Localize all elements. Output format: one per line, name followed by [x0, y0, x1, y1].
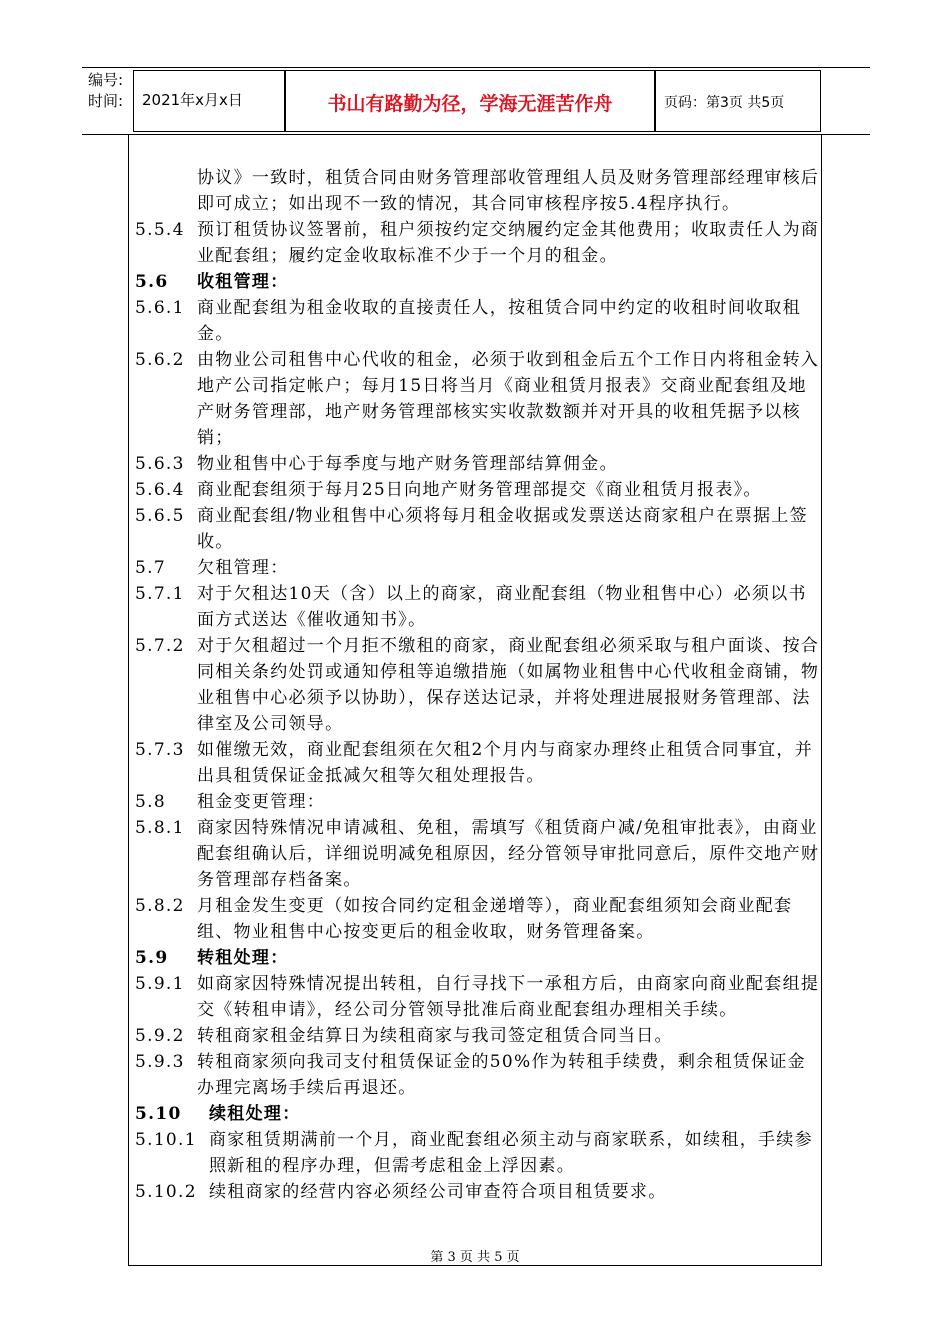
clause-5-8-2 — [135, 893, 820, 945]
clause-number: 5.7.2 — [135, 636, 185, 656]
section-5-10-heading — [135, 1101, 820, 1127]
clause-number: 5.8.1 — [135, 818, 185, 838]
clause-5-7-1 — [135, 581, 820, 633]
header-top-rule — [82, 67, 870, 68]
section-title: 转租处理： — [197, 948, 289, 968]
clause-5-6-1 — [135, 295, 820, 347]
clause-text: 对于欠租超过一个月拒不缴租的商家，商业配套组必须采取与租户面谈、按合同相关条约处罚或通知停租等追缴措施（如属物业租售中心代收租金商铺，物业租售中心必须予以协助），保存送达记录，并将处理进展报财务管理部、法律室及公司领导。 — [197, 636, 820, 734]
section-title: 收租管理： — [197, 272, 289, 292]
clause-text: 转租商家租金结算日为续租商家与我司签定租赁合同当日。 — [197, 1026, 673, 1046]
clause-5-5-4 — [135, 217, 820, 269]
clause-number: 5.9.1 — [135, 974, 185, 994]
frame-left-border — [128, 134, 129, 1266]
clause-text: 商业配套组须于每月25日向地产财务管理部提交《商业租赁月报表》。 — [197, 480, 762, 500]
clause-5-10-2 — [135, 1179, 820, 1205]
clause-number: 5.9.2 — [135, 1026, 185, 1046]
clause-text: 商家因特殊情况申请减租、免租，需填写《租赁商户减/免租审批表》，由商业配套组确认后，详细说明减免租原因，经分管领导审批同意后，原件交地产财务管理部存档备案。 — [197, 818, 820, 890]
clause-text: 如催缴无效，商业配套组须在欠租2个月内与商家办理终止租赁合同事宜，并出具租赁保证金抵减欠租等欠租处理报告。 — [197, 740, 814, 786]
page-info-cell — [655, 70, 821, 132]
clause-5-8-1 — [135, 815, 820, 893]
section-title: 租金变更管理： — [197, 792, 326, 812]
section-5-8-heading — [135, 789, 820, 815]
number-label: 编号: — [88, 71, 124, 89]
clause-5-6-2 — [135, 347, 820, 451]
clause-text: 如商家因特殊情况提出转租，自行寻找下一承租方后，由商家向商业配套组提交《转租申请》，经公司分管领导批准后商业配套组办理相关手续。 — [197, 974, 820, 1020]
date-text: 2021年x月x日 — [142, 91, 243, 109]
clause-5-6-4 — [135, 477, 820, 503]
clause-5-7-2 — [135, 633, 820, 737]
header-labels — [88, 70, 134, 112]
clause-number: 5.9.3 — [135, 1052, 185, 1072]
motto-text: 书山有路勤为径，学海无涯苦作舟 — [327, 93, 613, 115]
clause-text: 物业租售中心于每季度与地产财务管理部结算佣金。 — [197, 454, 618, 474]
clause-text: 商业配套组/物业租售中心须将每月租金收据或发票送达商家租户在票据上签收。 — [197, 506, 808, 552]
clause-number: 5.8.2 — [135, 896, 185, 916]
clause-number: 5.6.4 — [135, 480, 185, 500]
time-label: 时间: — [88, 92, 124, 110]
clause-number: 5.10.2 — [135, 1182, 197, 1202]
clause-5-9-2 — [135, 1023, 820, 1049]
document-body — [135, 165, 820, 1205]
clause-number: 5.6.1 — [135, 298, 185, 318]
clause-5-9-3 — [135, 1049, 820, 1101]
clause-text: 续租商家的经营内容必须经公司审查符合项目租赁要求。 — [209, 1182, 667, 1202]
clause-text: 由物业公司租售中心代收的租金，必须于收到租金后五个工作日内将租金转入地产公司指定帐户；每月15日将当月《商业租赁月报表》交商业配套组及地产财务管理部，地产财务管理部核实实收款数额并对开具的收租凭据予以核销； — [197, 350, 820, 448]
clause-text: 转租商家须向我司支付租赁保证金的50%作为转租手续费，剩余租赁保证金办理完离场手续后再退还。 — [197, 1052, 806, 1098]
section-5-9-heading — [135, 945, 820, 971]
clause-text: 对于欠租达10天（含）以上的商家，商业配套组（物业租售中心）必须以书面方式送达《催收通知书》。 — [197, 584, 807, 630]
section-number: 5.9 — [135, 948, 169, 968]
clause-number: 5.7.1 — [135, 584, 185, 604]
section-title: 欠租管理： — [197, 558, 289, 578]
clause-text: 月租金发生变更（如按合同约定租金递增等），商业配套组须知会商业配套组、物业租售中心按变更后的租金收取，财务管理备案。 — [197, 896, 793, 942]
clause-5-7-3 — [135, 737, 820, 789]
clause-number: 5.6.5 — [135, 506, 185, 526]
header-bottom-rule — [82, 134, 870, 135]
section-number: 5.6 — [135, 272, 169, 292]
section-title: 续租处理： — [209, 1104, 301, 1124]
section-5-6-heading — [135, 269, 820, 295]
frame-right-border — [821, 134, 822, 1266]
section-number: 5.7 — [135, 558, 166, 578]
clause-number: 5.6.2 — [135, 350, 185, 370]
page-info-text: 页码：第3页 共5页 — [664, 95, 785, 111]
clause-number: 5.5.4 — [135, 220, 185, 240]
clause-5-6-5 — [135, 503, 820, 555]
clause-text: 商家租赁期满前一个月，商业配套组必须主动与商家联系，如续租，手续参照新租的程序办理，但需考虑租金上浮因素。 — [209, 1130, 813, 1176]
clause-5-6-3 — [135, 451, 820, 477]
frame-bottom-border — [128, 1265, 822, 1266]
clause-number: 5.10.1 — [135, 1130, 197, 1150]
clause-text: 预订租赁协议签署前，租户须按约定交纳履约定金其他费用；收取责任人为商业配套组；履约定金收取标准不少于一个月的租金。 — [197, 220, 820, 266]
clause-number: 5.6.3 — [135, 454, 185, 474]
section-number: 5.10 — [135, 1104, 182, 1124]
page-footer: 第 3 页 共 5 页 — [430, 1250, 520, 1265]
clause-number: 5.7.3 — [135, 740, 185, 760]
motto-cell — [285, 70, 655, 132]
clause-text: 商业配套组为租金收取的直接责任人，按租赁合同中约定的收租时间收取租金。 — [197, 298, 801, 344]
section-5-7-heading — [135, 555, 820, 581]
clause-5-9-1 — [135, 971, 820, 1023]
date-cell — [133, 70, 285, 132]
clause-5-10-1 — [135, 1127, 820, 1179]
section-number: 5.8 — [135, 792, 166, 812]
continuation-paragraph: 协议》一致时，租赁合同由财务管理部收管理组人员及财务管理部经理审核后即可成立；如出现不一致的情况，其合同审核程序按5.4程序执行。 — [197, 168, 820, 214]
